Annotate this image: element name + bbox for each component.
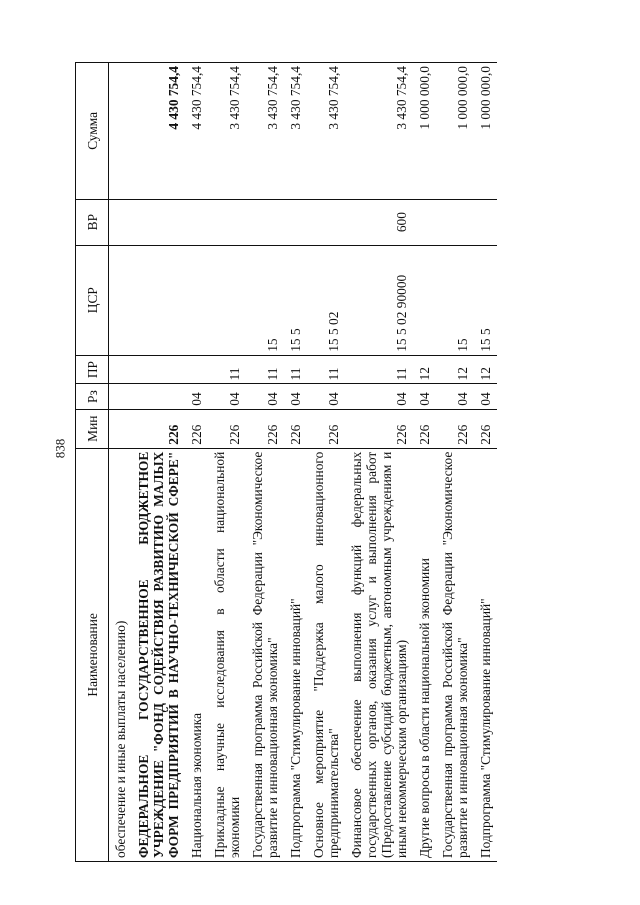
row-vr bbox=[109, 199, 133, 245]
row-min bbox=[109, 409, 133, 448]
header-name: Наименование bbox=[76, 448, 109, 861]
row-min: 226 bbox=[246, 409, 284, 448]
row-vr bbox=[436, 199, 474, 245]
row-vr bbox=[208, 199, 246, 245]
row-min: 226 bbox=[307, 409, 345, 448]
row-rz: 04 bbox=[185, 384, 208, 409]
row-pr: 12 bbox=[474, 355, 497, 384]
row-vr bbox=[185, 199, 208, 245]
row-csr: 15 bbox=[436, 245, 474, 355]
row-name: Основное мероприятие "Поддержка малого инновационного предпринимательства" bbox=[307, 448, 345, 861]
table-row bbox=[345, 63, 413, 862]
row-pr: 11 bbox=[284, 355, 307, 384]
row-name: Другие вопросы в области национальной экономики bbox=[413, 448, 436, 861]
row-rz: 04 bbox=[284, 384, 307, 409]
table-row bbox=[246, 63, 284, 862]
row-name: ФЕДЕРАЛЬНОЕ ГОСУДАРСТВЕННОЕ БЮДЖЕТНОЕ УЧРЕЖДЕНИЕ "ФОНД СОДЕЙСТВИЯ РАЗВИТИЮ МАЛЫХ ФОРМ ПРЕДПРИЯТИЙ В НАУЧНО-ТЕХНИЧЕСКОЙ СФЕРЕ" bbox=[132, 448, 185, 861]
row-name: Подпрограмма "Стимулирование инноваций" bbox=[284, 448, 307, 861]
budget-table-container bbox=[75, 62, 585, 862]
table-row bbox=[132, 63, 185, 862]
row-name: Финансовое обеспечение выполнения функций федеральных государственных органов, оказания услуг и выполнения работ (Предоставление субсидий бюджетным, автономным учреждениям и иным некоммерческим организациям) bbox=[345, 448, 413, 861]
header-rz: Рз bbox=[76, 384, 109, 409]
table-row bbox=[284, 63, 307, 862]
row-sum: 3 430 754,4 bbox=[345, 63, 413, 200]
row-sum: 3 430 754,4 bbox=[307, 63, 345, 200]
row-sum: 4 430 754,4 bbox=[185, 63, 208, 200]
row-vr bbox=[307, 199, 345, 245]
row-csr: 15 5 02 90000 bbox=[345, 245, 413, 355]
table-row bbox=[413, 63, 436, 862]
row-min: 226 bbox=[132, 409, 185, 448]
row-sum: 3 430 754,4 bbox=[284, 63, 307, 200]
row-pr: 11 bbox=[345, 355, 413, 384]
table-header-row bbox=[76, 63, 109, 862]
row-min: 226 bbox=[284, 409, 307, 448]
row-rz: 04 bbox=[307, 384, 345, 409]
row-min: 226 bbox=[345, 409, 413, 448]
row-sum: 4 430 754,4 bbox=[132, 63, 185, 200]
row-min: 226 bbox=[474, 409, 497, 448]
row-pr: 11 bbox=[307, 355, 345, 384]
row-rz: 04 bbox=[436, 384, 474, 409]
row-vr bbox=[474, 199, 497, 245]
row-csr bbox=[109, 245, 133, 355]
row-name: обеспечение и иные выплаты населению) bbox=[109, 448, 133, 861]
row-min: 226 bbox=[208, 409, 246, 448]
header-pr: ПР bbox=[76, 355, 109, 384]
row-csr bbox=[208, 245, 246, 355]
row-rz: 04 bbox=[246, 384, 284, 409]
row-name: Государственная программа Российской Федерации "Экономическое развитие и инновационная экономика" bbox=[436, 448, 474, 861]
header-vr: ВР bbox=[76, 199, 109, 245]
row-rz: 04 bbox=[413, 384, 436, 409]
row-sum: 1 000 000,0 bbox=[413, 63, 436, 200]
header-csr: ЦСР bbox=[76, 245, 109, 355]
row-name: Национальная экономика bbox=[185, 448, 208, 861]
row-sum: 3 430 754,4 bbox=[246, 63, 284, 200]
row-vr bbox=[246, 199, 284, 245]
row-sum: 1 000 000,0 bbox=[436, 63, 474, 200]
row-vr: 600 bbox=[345, 199, 413, 245]
row-vr bbox=[413, 199, 436, 245]
table-row bbox=[474, 63, 497, 862]
budget-table bbox=[75, 62, 497, 862]
row-pr: 11 bbox=[246, 355, 284, 384]
row-name: Прикладные научные исследования в области национальной экономики bbox=[208, 448, 246, 861]
row-name: Подпрограмма "Стимулирование инноваций" bbox=[474, 448, 497, 861]
row-sum bbox=[109, 63, 133, 200]
row-rz: 04 bbox=[208, 384, 246, 409]
row-rz: 04 bbox=[345, 384, 413, 409]
row-csr: 15 bbox=[246, 245, 284, 355]
table-row bbox=[109, 63, 133, 862]
table-row bbox=[208, 63, 246, 862]
row-sum: 3 430 754,4 bbox=[208, 63, 246, 200]
row-csr: 15 5 bbox=[474, 245, 497, 355]
row-min: 226 bbox=[436, 409, 474, 448]
row-csr bbox=[132, 245, 185, 355]
row-csr bbox=[185, 245, 208, 355]
row-rz bbox=[109, 384, 133, 409]
header-min: Мин bbox=[76, 409, 109, 448]
table-row bbox=[185, 63, 208, 862]
row-pr bbox=[185, 355, 208, 384]
row-pr bbox=[132, 355, 185, 384]
row-pr: 12 bbox=[436, 355, 474, 384]
row-pr: 11 bbox=[208, 355, 246, 384]
page-number: 838 bbox=[52, 438, 68, 459]
row-pr bbox=[109, 355, 133, 384]
row-rz: 04 bbox=[474, 384, 497, 409]
row-sum: 1 000 000,0 bbox=[474, 63, 497, 200]
row-csr: 15 5 02 bbox=[307, 245, 345, 355]
row-vr bbox=[132, 199, 185, 245]
row-csr bbox=[413, 245, 436, 355]
row-csr: 15 5 bbox=[284, 245, 307, 355]
row-pr: 12 bbox=[413, 355, 436, 384]
table-row bbox=[307, 63, 345, 862]
row-name: Государственная программа Российской Федерации "Экономическое развитие и инновационная экономика" bbox=[246, 448, 284, 861]
row-rz bbox=[132, 384, 185, 409]
row-min: 226 bbox=[413, 409, 436, 448]
table-row bbox=[436, 63, 474, 862]
row-min: 226 bbox=[185, 409, 208, 448]
header-sum: Сумма bbox=[76, 63, 109, 200]
row-vr bbox=[284, 199, 307, 245]
